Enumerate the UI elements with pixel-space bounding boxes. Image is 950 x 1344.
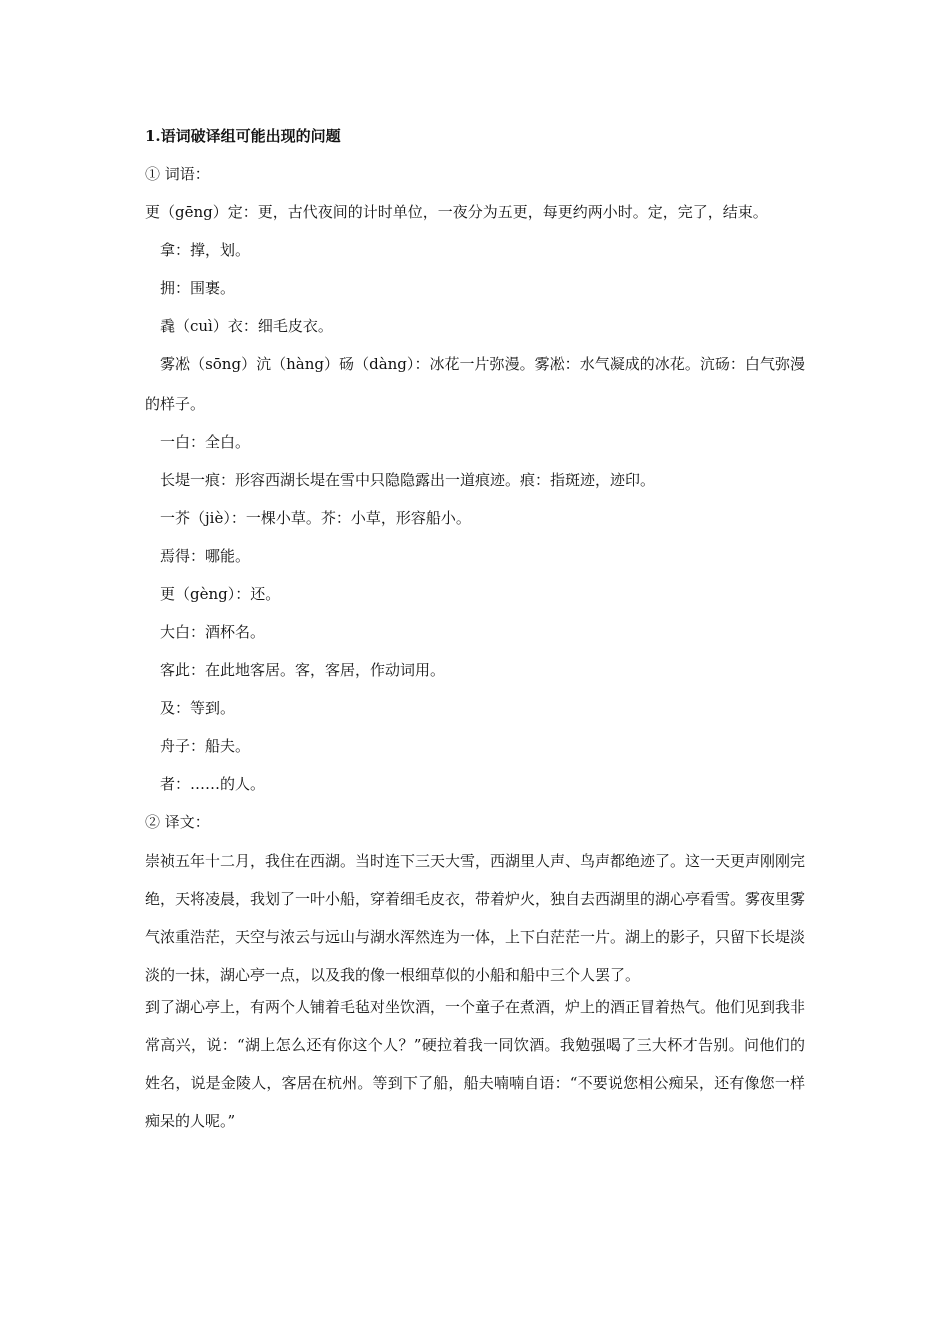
definition-item: 及：等到。 bbox=[160, 699, 236, 717]
definition-item: 更（gēng）定：更，古代夜间的计时单位，一夜分为五更，每更约两小时。定，完了，结束。 bbox=[145, 203, 768, 221]
definition-item: 雾凇（sōng）沆（hàng）砀（dàng）：冰花一片弥漫。雾凇：水气凝成的冰花。沆砀：白气弥漫的样子。 bbox=[145, 355, 805, 413]
translation-paragraph: 到了湖心亭上，有两个人铺着毛毡对坐饮酒，一个童子在煮酒，炉上的酒正冒着热气。他们见到我非常高兴，说：“湖上怎么还有你这个人？”硬拉着我一同饮酒。我勉强喝了三大杯才告别。问他们的姓名，说是金陵人，客居在杭州。等到下了船，船夫喃喃自语：“不要说您相公痴呆，还有像您一样痴呆的人呢。” bbox=[145, 998, 806, 1130]
definition-item: 拿：撑，划。 bbox=[160, 241, 251, 259]
section-heading: 1.语词破译组可能出现的问题 bbox=[145, 127, 341, 145]
definition-item: 焉得：哪能。 bbox=[160, 547, 251, 565]
definition-item: 更（gèng）：还。 bbox=[160, 585, 281, 603]
definition-item: 者：……的人。 bbox=[160, 775, 266, 793]
definition-item: 毳（cuì）衣：细毛皮衣。 bbox=[160, 317, 333, 335]
vocabulary-label: ① 词语： bbox=[145, 165, 210, 183]
definition-item: 一白：全白。 bbox=[160, 433, 251, 451]
translation-label: ② 译文： bbox=[145, 813, 210, 831]
definition-item: 拥：围裹。 bbox=[160, 279, 236, 297]
definition-item: 长堤一痕：形容西湖长堤在雪中只隐隐露出一道痕迹。痕：指斑迹，迹印。 bbox=[160, 471, 656, 489]
translation-paragraph: 崇祯五年十二月，我住在西湖。当时连下三天大雪，西湖里人声、鸟声都绝迹了。这一天更声刚刚完绝，天将凌晨，我划了一叶小船，穿着细毛皮衣，带着炉火，独自去西湖里的湖心亭看雪。雾夜里雾气浓重浩茫，天空与浓云与远山与湖水浑然连为一体，上下白茫茫一片。湖上的影子，只留下长堤淡淡的一抹，湖心亭一点，以及我的像一根细草似的小船和船中三个人罢了。 bbox=[145, 852, 806, 984]
definition-item: 大白：酒杯名。 bbox=[160, 623, 266, 641]
definition-item: 一芥（jiè）：一棵小草。芥：小草，形容船小。 bbox=[160, 509, 471, 527]
definition-item: 舟子：船夫。 bbox=[160, 737, 251, 755]
definition-item: 客此：在此地客居。客，客居，作动词用。 bbox=[160, 661, 446, 679]
document-page bbox=[145, 124, 805, 1140]
